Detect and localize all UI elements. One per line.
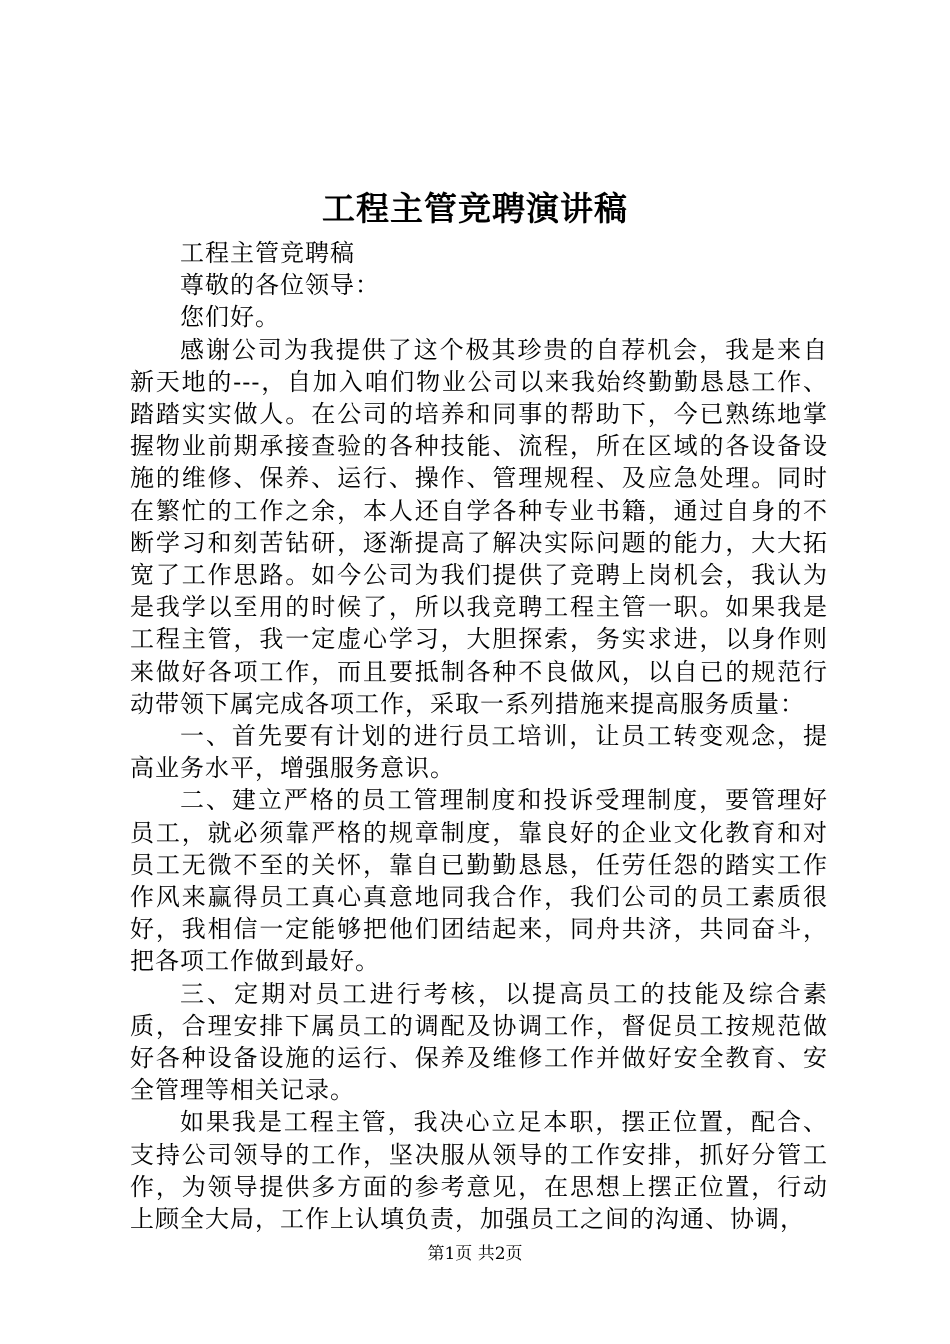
paragraph-commitment: 如果我是工程主管，我决心立足本职，摆正位置，配合、支持公司领导的工作，坚决服从领导的工作安排，抓好分管工作，为领导提供多方面的参考意见，在思想上摆正位置，行动上顾全大局，工作上认填负责，加强员工之间的沟通、协调， <box>130 1108 828 1234</box>
paragraph-greeting: 您们好。 <box>180 303 280 332</box>
paragraph-intro: 感谢公司为我提供了这个极其珍贵的自荐机会，我是来自新天地的---，自加入咱们物业公司以来我始终勤勤恳恳工作、踏踏实实做人。在公司的培养和同事的帮助下，今已熟练地掌握物业前期承接查验的各种技能、流程，所在区域的各设备设施的维修、保养、运行、操作、管理规程、及应急处理。同时在繁忙的工作之余，本人还自学各种专业书籍，通过自身的不断学习和刻苦钻研，逐渐提高了解决实际问题的能力，大大拓宽了工作思路。如今公司为我们提供了竞聘上岗机会，我认为是我学以至用的时候了，所以我竞聘工程主管一职。如果我是工程主管，我一定虚心学习，大胆探索，务实求进，以身作则来做好各项工作，而且要抵制各种不良做风，以自已的规范行动带领下属完成各项工作，采取一系列措施来提高服务质量： <box>130 335 828 718</box>
page-number: 第1页 共2页 <box>427 1244 523 1264</box>
paragraph-point-three: 三、定期对员工进行考核，以提高员工的技能及综合素质，合理安排下属员工的调配及协调工作，督促员工按规范做好各种设备设施的运行、保养及维修工作并做好安全教育、安全管理等相关记录。 <box>130 979 828 1105</box>
document-body <box>130 237 828 1235</box>
paragraph-point-two: 二、建立严格的员工管理制度和投诉受理制度，要管理好员工，就必须靠严格的规章制度，靠良好的企业文化教育和对员工无微不至的关怀，靠自已勤勤恳恳，任劳任怨的踏实工作作风来赢得员工真心真意地同我合作，我们公司的员工素质很好，我相信一定能够把他们团结起来，同舟共济，共同奋斗，把各项工作做到最好。 <box>130 786 828 976</box>
paragraph-point-one: 一、首先要有计划的进行员工培训，让员工转变观念，提高业务水平，增强服务意识。 <box>130 722 828 783</box>
paragraph-heading: 工程主管竞聘稿 <box>180 239 355 267</box>
document-title: 工程主管竞聘演讲稿 <box>322 189 628 228</box>
paragraph-salutation: 尊敬的各位领导： <box>180 271 380 300</box>
